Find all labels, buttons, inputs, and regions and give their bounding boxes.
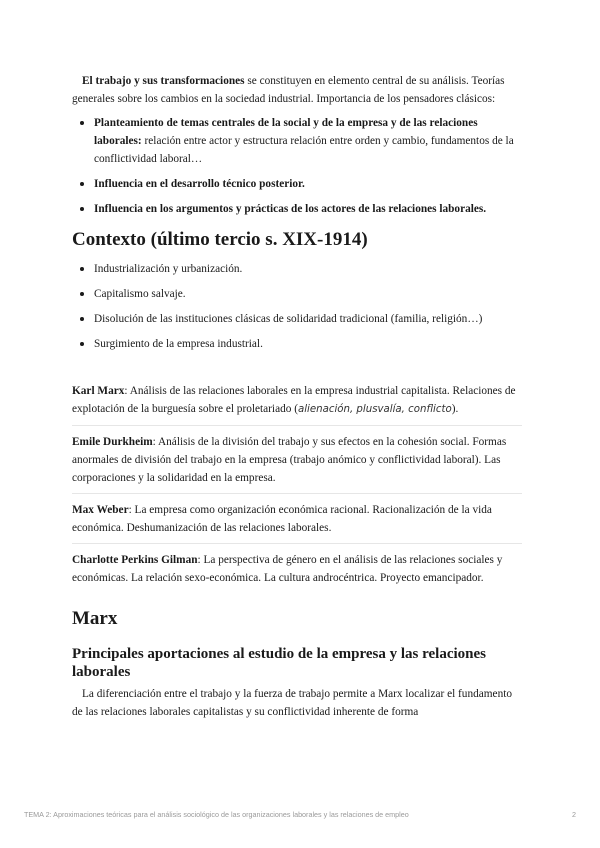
list-item bbox=[72, 285, 522, 303]
contexto-heading: Contexto (último tercio s. XIX-1914) bbox=[72, 229, 368, 250]
point-bold: Planteamiento de temas centrales de la social y de la empresa y de las relaciones laborales: bbox=[94, 117, 478, 147]
author-name: Karl Marx bbox=[72, 385, 125, 397]
list-item bbox=[72, 335, 522, 353]
author-name: Emile Durkheim bbox=[72, 436, 153, 448]
list-item-text: Capitalismo salvaje. bbox=[94, 288, 186, 300]
intro-points-list bbox=[72, 114, 522, 218]
list-item bbox=[72, 310, 522, 328]
author-after: ). bbox=[451, 403, 459, 415]
list-item bbox=[72, 260, 522, 278]
point-bold: Influencia en los argumentos y prácticas de los actores de las relaciones laborales. bbox=[94, 203, 487, 215]
author-name: Max Weber bbox=[72, 504, 129, 516]
list-item bbox=[72, 175, 522, 193]
list-item-text: Industrialización y urbanización. bbox=[94, 263, 243, 275]
intro-text: se constituyen en elemento central de su análisis. Teorías generales sobre los cambios en la sociedad industrial. Importancia de los pensadores clásicos: bbox=[72, 75, 505, 105]
bullet-icon bbox=[80, 182, 84, 186]
page-number: 2 bbox=[572, 810, 576, 819]
list-item-text: Surgimiento de la empresa industrial. bbox=[94, 338, 263, 350]
author-italic: alienación, plusvalía, conflicto bbox=[297, 404, 452, 415]
footer-title: TEMA 2: Aproximaciones teóricas para el análisis sociológico de las organizaciones laborales y las relaciones de empleo bbox=[24, 810, 409, 819]
bullet-icon bbox=[80, 317, 84, 321]
author-name: Charlotte Perkins Gilman bbox=[72, 554, 198, 566]
page-content bbox=[72, 72, 522, 721]
intro-paragraph bbox=[72, 72, 522, 108]
bullet-icon bbox=[80, 342, 84, 346]
list-item bbox=[72, 200, 522, 218]
author-block-gilman bbox=[72, 544, 522, 593]
bullet-icon bbox=[80, 121, 84, 125]
bullet-icon bbox=[80, 292, 84, 296]
contexto-list bbox=[72, 260, 522, 353]
author-text: : Análisis de la división del trabajo y sus efectos en la cohesión social. Formas anormales de división del trabajo en la empresa (trabajo anómico y conflictividad laboral). Las corporaciones y la solidaridad en la empresa. bbox=[72, 436, 507, 484]
list-item-text: Disolución de las instituciones clásicas de solidaridad tradicional (familia, religión…) bbox=[94, 313, 483, 325]
author-text: : La perspectiva de género en el análisis de las relaciones sociales y económicas. La relación sexo-económica. La cultura androcéntrica. Proyecto emancipador. bbox=[72, 554, 503, 584]
page-footer bbox=[24, 810, 576, 819]
author-block-durkheim bbox=[72, 426, 522, 494]
list-item bbox=[72, 114, 522, 168]
marx-heading: Marx bbox=[72, 608, 118, 629]
bullet-icon bbox=[80, 267, 84, 271]
author-block-weber bbox=[72, 494, 522, 544]
author-text: : La empresa como organización económica racional. Racionalización de la vida económica. Deshumanización de las relaciones laborales. bbox=[72, 504, 492, 534]
bullet-icon bbox=[80, 207, 84, 211]
marx-paragraph: La diferenciación entre el trabajo y la fuerza de trabajo permite a Marx localizar el fundamento de las relaciones laborales capitalistas y su conflictividad inherente de forma bbox=[72, 688, 512, 718]
intro-lead: El trabajo y sus transformaciones bbox=[82, 75, 245, 87]
author-block-marx bbox=[72, 378, 522, 426]
point-bold: Influencia en el desarrollo técnico posterior. bbox=[94, 178, 305, 190]
author-text: : Análisis de las relaciones laborales en la empresa industrial capitalista. Relaciones de explotación de la burguesía sobre el proletariado ( bbox=[72, 385, 516, 415]
point-text: relación entre actor y estructura relación entre orden y cambio, fundamentos de la conflictividad laboral… bbox=[94, 135, 514, 165]
marx-subheading: Principales aportaciones al estudio de la empresa y las relaciones laborales bbox=[72, 646, 487, 680]
